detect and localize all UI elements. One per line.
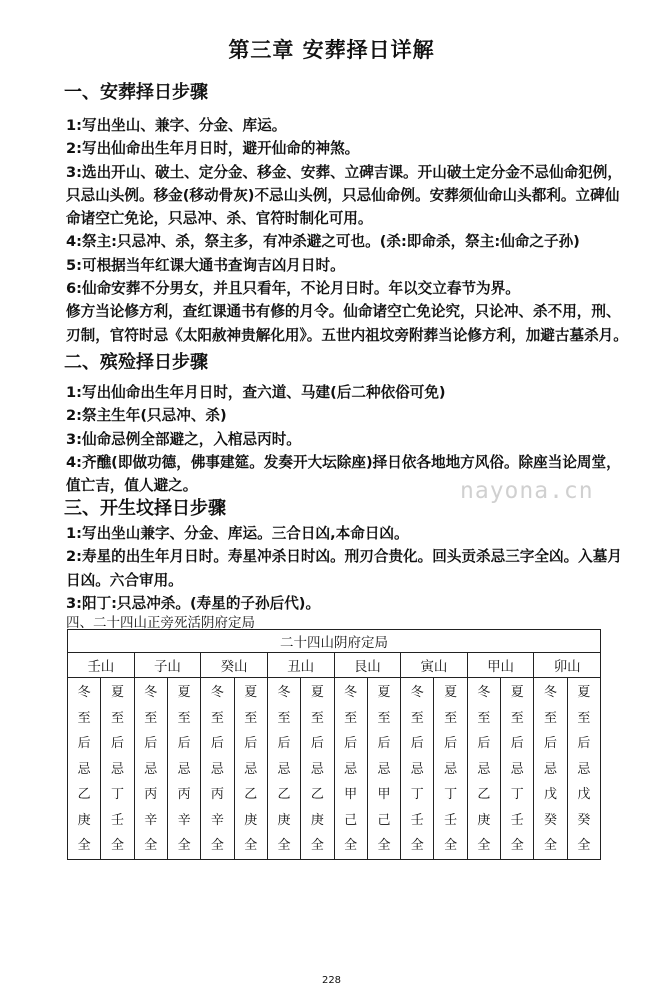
table-char: 壬: [110, 812, 124, 828]
table-char: 壬: [410, 812, 424, 828]
table-char: 忌: [110, 761, 124, 777]
page-number: 228: [321, 975, 342, 986]
table-char: 冬: [144, 685, 158, 700]
table-char: 庚: [477, 812, 491, 828]
table-char: 冬: [344, 685, 358, 700]
table-char: 忌: [410, 761, 424, 777]
table-char: 壬: [444, 812, 458, 828]
table-cell: [334, 678, 367, 860]
table-cell: [267, 678, 300, 860]
table-char: 后: [177, 736, 191, 751]
table-char: 后: [210, 736, 224, 751]
table-char: 后: [77, 736, 91, 751]
section-heading-3: 三、开生坟择日步骤: [64, 498, 226, 519]
vertical-text: [168, 678, 200, 859]
table-cell: [467, 678, 500, 860]
table-cell: [401, 678, 434, 860]
text-line: 4:祭主:只忌冲、杀，祭主多，有冲杀避之可也。(杀:即命杀，祭主:仙命之子孙): [66, 233, 580, 251]
table-char: 丁: [444, 787, 458, 802]
table-char: 全: [577, 838, 591, 853]
table-char: 庚: [277, 812, 291, 828]
table-char: 后: [344, 736, 358, 751]
mountain-header: 卯山: [534, 653, 601, 678]
table-char: 乙: [277, 787, 291, 802]
table-char: 忌: [310, 761, 324, 777]
table-char: 至: [377, 710, 391, 726]
table-char: 至: [577, 710, 591, 726]
table-cell: [101, 678, 134, 860]
vertical-text: [235, 678, 267, 859]
table-char: 癸: [544, 812, 558, 828]
watermark: nayona.cn: [460, 478, 594, 504]
table-char: 夏: [510, 685, 524, 700]
table-char: 夏: [577, 685, 591, 700]
table-char: 冬: [277, 685, 291, 700]
table-char: 全: [77, 838, 91, 853]
table-char: 至: [210, 710, 224, 726]
vertical-text: [68, 678, 100, 859]
table-char: 辛: [144, 812, 158, 828]
table-char: 全: [544, 838, 558, 853]
table-cell: [68, 678, 101, 860]
table-char: 庚: [244, 812, 258, 828]
table-char: 后: [410, 736, 424, 751]
table-char: 夏: [310, 685, 324, 700]
table-cell: [367, 678, 400, 860]
table-char: 冬: [77, 685, 91, 700]
text-line: 2:写出仙命出生年月日时，避开仙命的神煞。: [66, 140, 360, 158]
table-char: 冬: [210, 685, 224, 700]
mountain-header: 甲山: [467, 653, 534, 678]
table-char: 忌: [477, 761, 491, 777]
text-line: 6:仙命安葬不分男女，并且只看年，不论月日时。年以交立春节为界。: [66, 280, 520, 298]
table-char: 至: [510, 710, 524, 726]
table-char: 后: [244, 736, 258, 751]
table-char: 丙: [210, 787, 224, 802]
table-char: 忌: [510, 761, 524, 777]
table-char: 忌: [544, 761, 558, 777]
table-char: 夏: [177, 685, 191, 700]
table-char: 忌: [77, 761, 91, 777]
vertical-text: [268, 678, 300, 859]
table-char: 丁: [410, 787, 424, 802]
table-char: 全: [344, 838, 358, 853]
table-char: 甲: [377, 787, 391, 802]
table-char: 至: [77, 710, 91, 726]
table-char: 己: [377, 812, 391, 828]
table-char: 至: [110, 710, 124, 726]
section-heading-4: 四、二十四山正旁死活阴府定局: [66, 615, 255, 631]
table-char: 全: [410, 838, 424, 853]
vertical-text: [501, 678, 533, 859]
text-line: 3:选出开山、破土、定分金、移金、安葬、立碑吉课。开山破土定分金不忌仙命犯例，只忌山头例。移金(移动骨灰)不忌山头例，只忌仙命例。安葬须仙命山头都利。立碑仙命诸空亡免论，只忌冲、杀、官符时制化可用。: [66, 163, 622, 228]
table-char: 忌: [177, 761, 191, 777]
vertical-text: [301, 678, 333, 859]
table-char: 夏: [377, 685, 391, 700]
vertical-text: [434, 678, 466, 859]
table-char: 全: [110, 838, 124, 853]
mountain-header-row: [68, 653, 601, 678]
table-cell: [234, 678, 267, 860]
table-char: 戊: [544, 787, 558, 802]
table-char: 全: [444, 838, 458, 853]
vertical-text: [135, 678, 167, 859]
table-char: 后: [377, 736, 391, 751]
text-line: 修方当论修方利，查红课通书有修的月令。仙命诸空亡免论究，只论冲、杀不用，刑、刃制，官符时忌《太阳赦神贵解化用》。五世内祖坟旁附葬当论修方利，加避古墓杀月。: [66, 303, 628, 344]
table-cell: [201, 678, 234, 860]
table-char: 庚: [77, 812, 91, 828]
table-char: 全: [510, 838, 524, 853]
mountain-header: 子山: [134, 653, 201, 678]
table-char: 庚: [310, 812, 324, 828]
table-char: 忌: [244, 761, 258, 777]
table-cell: [134, 678, 167, 860]
table-char: 忌: [210, 761, 224, 777]
mountain-header: 壬山: [68, 653, 135, 678]
table-char: 至: [444, 710, 458, 726]
section-heading-1: 一、安葬择日步骤: [64, 82, 208, 103]
table-char: 后: [310, 736, 324, 751]
table-char: 忌: [277, 761, 291, 777]
table-char: 全: [177, 838, 191, 853]
table-char: 丁: [510, 787, 524, 802]
table-char: 乙: [310, 787, 324, 802]
table-char: 全: [310, 838, 324, 853]
table-char: 乙: [77, 787, 91, 802]
table-char: 忌: [144, 761, 158, 777]
table-char: 全: [144, 838, 158, 853]
table-char: 全: [377, 838, 391, 853]
table-char: 后: [577, 736, 591, 751]
table-caption: 二十四山阴府定局: [68, 630, 601, 653]
table-char: 壬: [510, 812, 524, 828]
mountain-header: 艮山: [334, 653, 401, 678]
table-char: 乙: [477, 787, 491, 802]
table-char: 忌: [377, 761, 391, 777]
table-cell: [567, 678, 600, 860]
table-char: 全: [244, 838, 258, 853]
table-char: 丙: [177, 787, 191, 802]
text-line: 1:写出仙命出生年月日时，查六道、马建(后二种依俗可免): [66, 384, 446, 401]
text-line: 2:祭主生年(只忌冲、杀): [66, 407, 227, 425]
table-char: 冬: [544, 685, 558, 700]
text-line: 1:写出坐山、兼字、分金、库运。: [66, 117, 287, 134]
vertical-text: [368, 678, 400, 859]
table-char: 忌: [444, 761, 458, 777]
vertical-text: [335, 678, 367, 859]
table-char: 后: [510, 736, 524, 751]
yinfu-table: [67, 629, 601, 860]
table-char: 至: [544, 710, 558, 726]
table-char: 至: [310, 710, 324, 726]
section-heading-2: 二、殡殓择日步骤: [64, 352, 208, 373]
table-char: 后: [144, 736, 158, 751]
table-char: 戊: [577, 787, 591, 802]
table-body-row: [68, 678, 601, 860]
vertical-text: [201, 678, 233, 859]
text-line: 4:齐醮(即做功德，佛事建筵。发奏开大坛除座)择日依各地地方风俗。除座当论周堂，值亡吉，值人避之。: [66, 453, 621, 495]
table-cell: [501, 678, 534, 860]
table-char: 夏: [444, 685, 458, 700]
table-char: 忌: [577, 761, 591, 777]
vertical-text: [468, 678, 500, 859]
table-char: 全: [277, 838, 291, 853]
table-char: 冬: [410, 685, 424, 700]
table-char: 后: [477, 736, 491, 751]
table-cell: [301, 678, 334, 860]
vertical-text: [568, 678, 600, 859]
table-cell: [167, 678, 200, 860]
table-char: 至: [477, 710, 491, 726]
table-char: 甲: [344, 787, 358, 802]
table-char: 后: [544, 736, 558, 751]
mountain-header: 寅山: [401, 653, 468, 678]
table-char: 后: [277, 736, 291, 751]
table-cell: [434, 678, 467, 860]
table-char: 辛: [177, 812, 191, 828]
vertical-text: [534, 678, 566, 859]
table-char: 至: [177, 710, 191, 726]
table-char: 至: [344, 710, 358, 726]
table-char: 夏: [110, 685, 124, 700]
text-line: 1:写出坐山兼字、分金、库运。三合日凶,本命日凶。: [66, 525, 409, 542]
table-char: 至: [144, 710, 158, 726]
table-char: 至: [410, 710, 424, 726]
table-char: 忌: [344, 761, 358, 777]
table-char: 夏: [244, 685, 258, 700]
section-body-1: [66, 114, 632, 347]
mountain-header: 丑山: [267, 653, 334, 678]
mountain-header: 癸山: [201, 653, 268, 678]
text-line: 5:可根据当年红课大通书查询吉凶月日时。: [66, 256, 345, 274]
table-char: 后: [110, 736, 124, 751]
table-char: 丙: [144, 787, 158, 802]
vertical-text: [401, 678, 433, 859]
table-char: 乙: [244, 787, 258, 802]
section-body-3: [66, 522, 632, 615]
page-title: 第三章 安葬择日详解: [228, 38, 435, 62]
table-char: 全: [210, 838, 224, 853]
text-line: 3:仙命忌例全部避之，入棺忌丙时。: [66, 430, 301, 448]
table-char: 至: [244, 710, 258, 726]
table-char: 丁: [110, 787, 124, 802]
table-char: 辛: [210, 812, 224, 828]
table-char: 己: [344, 812, 358, 828]
table-char: 冬: [477, 685, 491, 700]
vertical-text: [101, 678, 133, 859]
text-line: 3:阳丁:只忌冲杀。(寿星的子孙后代)。: [66, 594, 321, 612]
table-char: 癸: [577, 812, 591, 828]
table-char: 全: [477, 838, 491, 853]
table-cell: [534, 678, 567, 860]
table-char: 后: [444, 736, 458, 751]
table-char: 至: [277, 710, 291, 726]
text-line: 2:寿星的出生年月日时。寿星冲杀日时凶。刑刃合贵化。回头贡杀忌三字全凶。入墓月日凶。六合审用。: [66, 548, 622, 589]
